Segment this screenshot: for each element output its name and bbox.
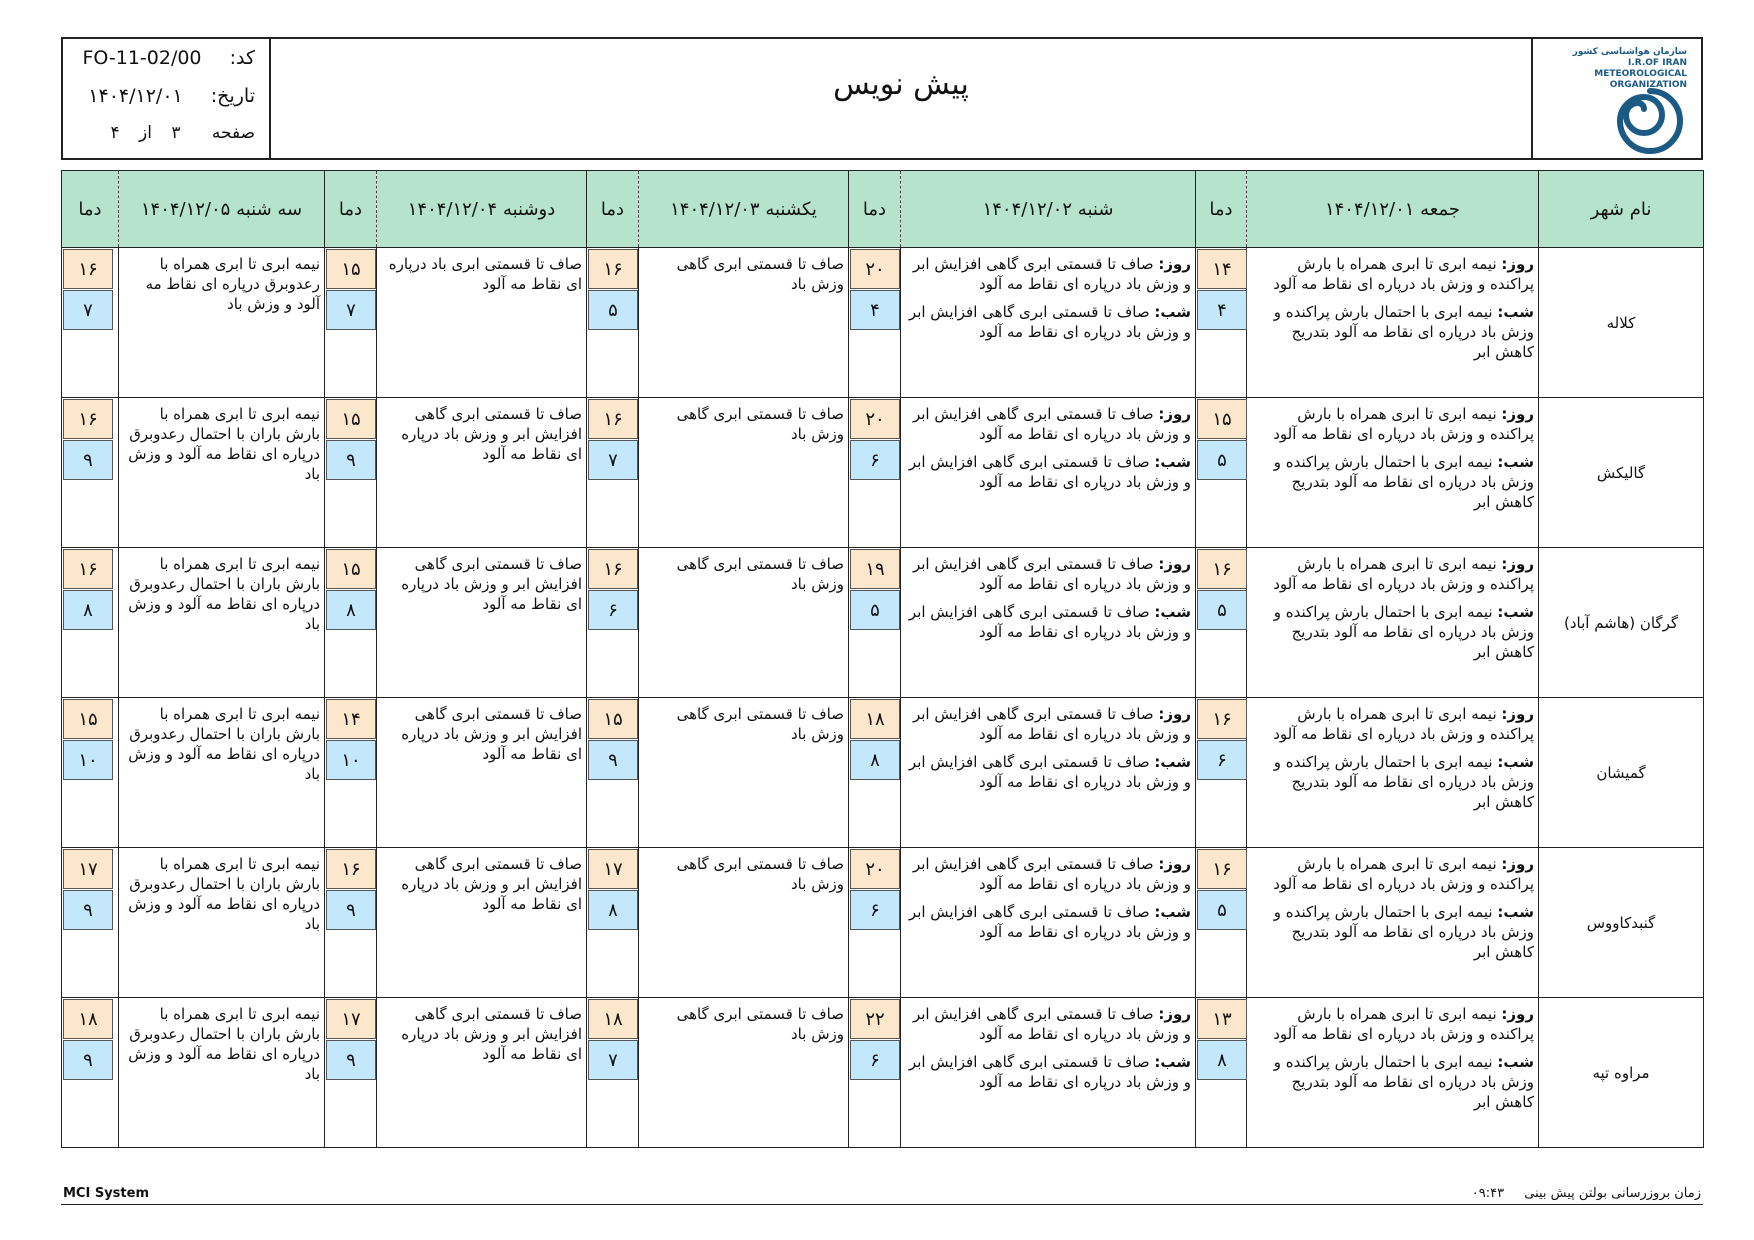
logo-cell bbox=[1531, 39, 1701, 158]
city-name: گرگان (هاشم آباد) bbox=[1539, 548, 1704, 698]
night-forecast bbox=[1251, 602, 1534, 662]
day-text: نیمه ابری تا ابری همراه با بارش پراکنده و وزش باد درپاره ای نقاط مه آلود bbox=[1273, 855, 1534, 893]
max-temp: ۲۰ bbox=[850, 399, 900, 439]
max-temp: ۱۴ bbox=[1197, 249, 1247, 289]
max-temp: ۱۵ bbox=[326, 549, 376, 589]
day-label: روز: bbox=[1501, 1005, 1534, 1023]
page-number: ۳ bbox=[171, 123, 181, 143]
temp-d1 bbox=[1196, 548, 1247, 698]
day-forecast bbox=[905, 254, 1191, 294]
forecast-d2 bbox=[901, 848, 1196, 998]
day-label: روز: bbox=[1158, 405, 1191, 423]
max-temp: ۱۹ bbox=[850, 549, 900, 589]
max-temp: ۱۸ bbox=[850, 699, 900, 739]
temp-d5 bbox=[62, 848, 119, 998]
day-label: روز: bbox=[1158, 255, 1191, 273]
day-forecast bbox=[1251, 254, 1534, 294]
min-temp: ۵ bbox=[1197, 590, 1247, 630]
temp-d1 bbox=[1196, 398, 1247, 548]
max-temp: ۱۴ bbox=[326, 699, 376, 739]
min-temp: ۹ bbox=[63, 890, 113, 930]
max-temp: ۱۵ bbox=[588, 699, 638, 739]
forecast-d2 bbox=[901, 548, 1196, 698]
forecast-table bbox=[61, 170, 1704, 1148]
table-row bbox=[62, 548, 1704, 698]
day-forecast bbox=[905, 404, 1191, 444]
night-text: نیمه ابری با احتمال بارش پراکنده و وزش باد درپاره ای نقاط مه آلود بتدریج کاهش ابر bbox=[1273, 603, 1534, 661]
day-label: روز: bbox=[1158, 855, 1191, 873]
max-temp: ۱۶ bbox=[63, 249, 113, 289]
temp-d2 bbox=[849, 998, 901, 1148]
night-forecast bbox=[1251, 752, 1534, 812]
forecast-d3: صاف تا قسمتی ابری گاهی وزش باد bbox=[639, 848, 849, 998]
day-label: روز: bbox=[1158, 705, 1191, 723]
forecast-d4: صاف تا قسمتی ابری گاهی افزایش ابر و وزش باد درپاره ای نقاط مه آلود bbox=[377, 548, 587, 698]
forecast-d2 bbox=[901, 398, 1196, 548]
min-temp: ۹ bbox=[326, 1040, 376, 1080]
temp-d1 bbox=[1196, 248, 1247, 398]
min-temp: ۷ bbox=[588, 1040, 638, 1080]
forecast-d3: صاف تا قسمتی ابری گاهی وزش باد bbox=[639, 398, 849, 548]
min-temp: ۵ bbox=[850, 590, 900, 630]
date-row bbox=[88, 85, 255, 107]
day-text: صاف تا قسمتی ابری گاهی افزایش ابر و وزش باد درپاره ای نقاط مه آلود bbox=[912, 255, 1191, 293]
forecast-d3: صاف تا قسمتی ابری گاهی وزش باد bbox=[639, 698, 849, 848]
max-temp: ۱۸ bbox=[588, 999, 638, 1039]
max-temp: ۱۶ bbox=[588, 249, 638, 289]
temp-d3 bbox=[587, 998, 639, 1148]
temp-d3 bbox=[587, 698, 639, 848]
max-temp: ۱۶ bbox=[1197, 849, 1247, 889]
day-text: نیمه ابری تا ابری همراه با بارش پراکنده و وزش باد درپاره ای نقاط مه آلود bbox=[1273, 705, 1534, 743]
night-forecast bbox=[905, 452, 1191, 492]
forecast-d2 bbox=[901, 248, 1196, 398]
forecast-d5: نیمه ابری تا ابری همراه با بارش باران با احتمال رعدوبرق درپاره ای نقاط مه آلود و وزش باد bbox=[119, 398, 325, 548]
day-header-4: دوشنبه ۱۴۰۴/۱۲/۰۴ bbox=[377, 171, 587, 248]
max-temp: ۱۸ bbox=[63, 999, 113, 1039]
date-value: ۱۴۰۴/۱۲/۰۱ bbox=[88, 85, 183, 107]
forecast-d4: صاف تا قسمتی ابری گاهی افزایش ابر و وزش باد درپاره ای نقاط مه آلود bbox=[377, 998, 587, 1148]
logo-line-1: I.R.OF IRAN bbox=[1628, 58, 1687, 68]
max-temp: ۱۵ bbox=[1197, 399, 1247, 439]
night-label: شب: bbox=[1497, 753, 1534, 771]
min-temp: ۵ bbox=[1197, 440, 1247, 480]
temp-d5 bbox=[62, 698, 119, 848]
max-temp: ۱۵ bbox=[63, 699, 113, 739]
forecast-d5: نیمه ابری تا ابری همراه با بارش باران با احتمال رعدوبرق درپاره ای نقاط مه آلود و وزش باد bbox=[119, 698, 325, 848]
temp-header: دما bbox=[325, 171, 377, 248]
night-forecast bbox=[1251, 1052, 1534, 1112]
day-forecast bbox=[1251, 854, 1534, 894]
page-total: ۴ bbox=[110, 123, 120, 143]
code-row bbox=[82, 47, 255, 69]
max-temp: ۱۶ bbox=[1197, 549, 1247, 589]
min-temp: ۹ bbox=[326, 890, 376, 930]
temp-d4 bbox=[325, 698, 377, 848]
day-header-2: شنبه ۱۴۰۴/۱۲/۰۲ bbox=[901, 171, 1196, 248]
night-forecast bbox=[905, 602, 1191, 642]
day-header-1: جمعه ۱۴۰۴/۱۲/۰۱ bbox=[1247, 171, 1539, 248]
day-text: صاف تا قسمتی ابری گاهی افزایش ابر و وزش باد درپاره ای نقاط مه آلود bbox=[912, 855, 1191, 893]
night-label: شب: bbox=[1497, 453, 1534, 471]
temp-header: دما bbox=[1196, 171, 1247, 248]
temp-d4 bbox=[325, 398, 377, 548]
day-text: نیمه ابری تا ابری همراه با بارش پراکنده و وزش باد درپاره ای نقاط مه آلود bbox=[1273, 255, 1534, 293]
max-temp: ۱۶ bbox=[588, 399, 638, 439]
day-forecast bbox=[905, 704, 1191, 744]
update-time: ۰۹:۴۳ bbox=[1471, 1186, 1505, 1201]
city-name: مراوه تپه bbox=[1539, 998, 1704, 1148]
forecast-d4: صاف تا قسمتی ابری گاهی افزایش ابر و وزش باد درپاره ای نقاط مه آلود bbox=[377, 848, 587, 998]
max-temp: ۱۷ bbox=[588, 849, 638, 889]
day-header-5: سه شنبه ۱۴۰۴/۱۲/۰۵ bbox=[119, 171, 325, 248]
min-temp: ۸ bbox=[63, 590, 113, 630]
max-temp: ۱۵ bbox=[326, 249, 376, 289]
night-text: نیمه ابری با احتمال بارش پراکنده و وزش باد درپاره ای نقاط مه آلود بتدریج کاهش ابر bbox=[1273, 453, 1534, 511]
forecast-d5: نیمه ابری تا ابری همراه با رعدوبرق درپاره ای نقاط مه آلود و وزش باد bbox=[119, 248, 325, 398]
page-footer bbox=[61, 1184, 1703, 1205]
table-row bbox=[62, 398, 1704, 548]
min-temp: ۸ bbox=[1197, 1040, 1247, 1080]
table-row bbox=[62, 848, 1704, 998]
night-forecast bbox=[905, 752, 1191, 792]
day-label: روز: bbox=[1501, 855, 1534, 873]
forecast-d3: صاف تا قسمتی ابری گاهی وزش باد bbox=[639, 548, 849, 698]
min-temp: ۸ bbox=[588, 890, 638, 930]
max-temp: ۱۶ bbox=[326, 849, 376, 889]
logo-line-2: METEOROLOGICAL bbox=[1594, 69, 1687, 79]
night-label: شب: bbox=[1497, 1053, 1534, 1071]
day-label: روز: bbox=[1501, 705, 1534, 723]
temp-d1 bbox=[1196, 848, 1247, 998]
table-row bbox=[62, 248, 1704, 398]
max-temp: ۱۷ bbox=[326, 999, 376, 1039]
max-temp: ۱۶ bbox=[1197, 699, 1247, 739]
temp-d2 bbox=[849, 698, 901, 848]
temp-d3 bbox=[587, 248, 639, 398]
forecast-d1 bbox=[1247, 998, 1539, 1148]
min-temp: ۱۰ bbox=[63, 740, 113, 780]
night-label: شب: bbox=[1154, 603, 1191, 621]
min-temp: ۹ bbox=[63, 1040, 113, 1080]
table-row bbox=[62, 998, 1704, 1148]
night-label: شب: bbox=[1154, 753, 1191, 771]
min-temp: ۷ bbox=[326, 290, 376, 330]
table-row bbox=[62, 698, 1704, 848]
night-label: شب: bbox=[1154, 453, 1191, 471]
min-temp: ۶ bbox=[588, 590, 638, 630]
day-text: صاف تا قسمتی ابری گاهی افزایش ابر و وزش باد درپاره ای نقاط مه آلود bbox=[912, 705, 1191, 743]
forecast-d3: صاف تا قسمتی ابری گاهی وزش باد bbox=[639, 998, 849, 1148]
night-label: شب: bbox=[1154, 1053, 1191, 1071]
min-temp: ۹ bbox=[326, 440, 376, 480]
day-text: نیمه ابری تا ابری همراه با بارش پراکنده و وزش باد درپاره ای نقاط مه آلود bbox=[1273, 1005, 1534, 1043]
min-temp: ۶ bbox=[850, 440, 900, 480]
day-label: روز: bbox=[1158, 1005, 1191, 1023]
temp-d4 bbox=[325, 548, 377, 698]
min-temp: ۵ bbox=[588, 290, 638, 330]
forecast-d5: نیمه ابری تا ابری همراه با بارش باران با احتمال رعدوبرق درپاره ای نقاط مه آلود و وزش باد bbox=[119, 548, 325, 698]
min-temp: ۷ bbox=[588, 440, 638, 480]
forecast-d1 bbox=[1247, 848, 1539, 998]
day-label: روز: bbox=[1501, 405, 1534, 423]
night-forecast bbox=[1251, 302, 1534, 362]
temp-header: دما bbox=[587, 171, 639, 248]
day-forecast bbox=[905, 854, 1191, 894]
day-text: صاف تا قسمتی ابری گاهی افزایش ابر و وزش باد درپاره ای نقاط مه آلود bbox=[912, 555, 1191, 593]
max-temp: ۲۲ bbox=[850, 999, 900, 1039]
day-forecast bbox=[1251, 1004, 1534, 1044]
forecast-d5: نیمه ابری تا ابری همراه با بارش باران با احتمال رعدوبرق درپاره ای نقاط مه آلود و وزش باد bbox=[119, 998, 325, 1148]
day-label: روز: bbox=[1158, 555, 1191, 573]
night-text: صاف تا قسمتی ابری گاهی افزایش ابر و وزش باد درپاره ای نقاط مه آلود bbox=[908, 753, 1191, 791]
temp-d4 bbox=[325, 848, 377, 998]
forecast-d1 bbox=[1247, 698, 1539, 848]
max-temp: ۱۷ bbox=[63, 849, 113, 889]
update-info bbox=[1472, 1186, 1701, 1201]
temp-d5 bbox=[62, 998, 119, 1148]
temp-d5 bbox=[62, 248, 119, 398]
night-forecast bbox=[1251, 902, 1534, 962]
forecast-d3: صاف تا قسمتی ابری گاهی وزش باد bbox=[639, 248, 849, 398]
temp-d3 bbox=[587, 398, 639, 548]
forecast-d4: صاف تا قسمتی ابری گاهی افزایش ابر و وزش باد درپاره ای نقاط مه آلود bbox=[377, 398, 587, 548]
temp-d5 bbox=[62, 548, 119, 698]
night-text: نیمه ابری با احتمال بارش پراکنده و وزش باد درپاره ای نقاط مه آلود بتدریج کاهش ابر bbox=[1273, 753, 1534, 811]
night-forecast bbox=[1251, 452, 1534, 512]
city-name: گالیکش bbox=[1539, 398, 1704, 548]
night-text: صاف تا قسمتی ابری گاهی افزایش ابر و وزش باد درپاره ای نقاط مه آلود bbox=[908, 903, 1191, 941]
temp-d1 bbox=[1196, 998, 1247, 1148]
logo-line-fa: سازمان هواشناسی کشور bbox=[1572, 47, 1687, 57]
day-label: روز: bbox=[1501, 255, 1534, 273]
forecast-d4: صاف تا قسمتی ابری گاهی افزایش ابر و وزش باد درپاره ای نقاط مه آلود bbox=[377, 698, 587, 848]
code-label: کد: bbox=[229, 47, 255, 69]
city-name: گنبدکاووس bbox=[1539, 848, 1704, 998]
page-title: پیش نویس bbox=[833, 67, 969, 102]
logo-spiral-icon bbox=[1611, 85, 1689, 157]
page-of-label: از bbox=[138, 123, 152, 143]
day-text: صاف تا قسمتی ابری گاهی افزایش ابر و وزش باد درپاره ای نقاط مه آلود bbox=[912, 405, 1191, 443]
city-name: گمیشان bbox=[1539, 698, 1704, 848]
night-text: صاف تا قسمتی ابری گاهی افزایش ابر و وزش باد درپاره ای نقاط مه آلود bbox=[908, 603, 1191, 641]
day-text: نیمه ابری تا ابری همراه با بارش پراکنده و وزش باد درپاره ای نقاط مه آلود bbox=[1273, 555, 1534, 593]
temp-d4 bbox=[325, 998, 377, 1148]
min-temp: ۵ bbox=[1197, 890, 1247, 930]
temp-d3 bbox=[587, 548, 639, 698]
night-label: شب: bbox=[1154, 903, 1191, 921]
night-forecast bbox=[905, 1052, 1191, 1092]
night-text: صاف تا قسمتی ابری گاهی افزایش ابر و وزش باد درپاره ای نقاط مه آلود bbox=[908, 303, 1191, 341]
city-name: کلاله bbox=[1539, 248, 1704, 398]
temp-d2 bbox=[849, 248, 901, 398]
min-temp: ۴ bbox=[850, 290, 900, 330]
max-temp: ۲۰ bbox=[850, 849, 900, 889]
day-header-3: یکشنبه ۱۴۰۴/۱۲/۰۳ bbox=[639, 171, 849, 248]
forecast-d4: صاف تا قسمتی ابری باد درپاره ای نقاط مه آلود bbox=[377, 248, 587, 398]
min-temp: ۹ bbox=[588, 740, 638, 780]
min-temp: ۶ bbox=[850, 890, 900, 930]
min-temp: ۶ bbox=[1197, 740, 1247, 780]
min-temp: ۴ bbox=[1197, 290, 1247, 330]
temp-d2 bbox=[849, 848, 901, 998]
day-forecast bbox=[1251, 404, 1534, 444]
city-header: نام شهر bbox=[1539, 171, 1704, 248]
day-forecast bbox=[905, 1004, 1191, 1044]
document-header bbox=[61, 37, 1703, 160]
night-text: نیمه ابری با احتمال بارش پراکنده و وزش باد درپاره ای نقاط مه آلود بتدریج کاهش ابر bbox=[1273, 303, 1534, 361]
max-temp: ۱۵ bbox=[326, 399, 376, 439]
night-label: شب: bbox=[1154, 303, 1191, 321]
night-text: نیمه ابری با احتمال بارش پراکنده و وزش باد درپاره ای نقاط مه آلود بتدریج کاهش ابر bbox=[1273, 1053, 1534, 1111]
update-label: زمان بروزرسانی بولتن پیش بینی bbox=[1524, 1186, 1701, 1201]
forecast-d2 bbox=[901, 998, 1196, 1148]
meta-cell bbox=[63, 39, 271, 158]
min-temp: ۸ bbox=[850, 740, 900, 780]
page-row bbox=[110, 123, 255, 143]
max-temp: ۱۶ bbox=[588, 549, 638, 589]
temp-d4 bbox=[325, 248, 377, 398]
logo-line-3: ORGANIZATION bbox=[1609, 80, 1687, 90]
forecast-d5: نیمه ابری تا ابری همراه با بارش باران با احتمال رعدوبرق درپاره ای نقاط مه آلود و وزش باد bbox=[119, 848, 325, 998]
system-name: MCI System bbox=[63, 1186, 149, 1201]
page-label: صفحه bbox=[211, 123, 255, 143]
min-temp: ۱۰ bbox=[326, 740, 376, 780]
code-value: FO-11-02/00 bbox=[82, 47, 202, 69]
temp-d2 bbox=[849, 548, 901, 698]
day-forecast bbox=[1251, 554, 1534, 594]
night-label: شب: bbox=[1497, 303, 1534, 321]
min-temp: ۶ bbox=[850, 1040, 900, 1080]
day-text: نیمه ابری تا ابری همراه با بارش پراکنده و وزش باد درپاره ای نقاط مه آلود bbox=[1273, 405, 1534, 443]
temp-d2 bbox=[849, 398, 901, 548]
night-forecast bbox=[905, 302, 1191, 342]
day-text: صاف تا قسمتی ابری گاهی افزایش ابر و وزش باد درپاره ای نقاط مه آلود bbox=[912, 1005, 1191, 1043]
temp-d5 bbox=[62, 398, 119, 548]
max-temp: ۲۰ bbox=[850, 249, 900, 289]
temp-header: دما bbox=[62, 171, 119, 248]
min-temp: ۹ bbox=[63, 440, 113, 480]
night-text: صاف تا قسمتی ابری گاهی افزایش ابر و وزش باد درپاره ای نقاط مه آلود bbox=[908, 1053, 1191, 1091]
date-label: تاریخ: bbox=[210, 85, 255, 107]
forecast-d1 bbox=[1247, 248, 1539, 398]
max-temp: ۱۶ bbox=[63, 549, 113, 589]
night-label: شب: bbox=[1497, 603, 1534, 621]
forecast-d1 bbox=[1247, 548, 1539, 698]
day-label: روز: bbox=[1501, 555, 1534, 573]
day-forecast bbox=[905, 554, 1191, 594]
max-temp: ۱۶ bbox=[63, 399, 113, 439]
day-forecast bbox=[1251, 704, 1534, 744]
temp-header: دما bbox=[849, 171, 901, 248]
night-text: صاف تا قسمتی ابری گاهی افزایش ابر و وزش باد درپاره ای نقاط مه آلود bbox=[908, 453, 1191, 491]
forecast-d1 bbox=[1247, 398, 1539, 548]
max-temp: ۱۳ bbox=[1197, 999, 1247, 1039]
table-header-row bbox=[62, 171, 1704, 248]
temp-d3 bbox=[587, 848, 639, 998]
temp-d1 bbox=[1196, 698, 1247, 848]
night-label: شب: bbox=[1497, 903, 1534, 921]
night-text: نیمه ابری با احتمال بارش پراکنده و وزش باد درپاره ای نقاط مه آلود بتدریج کاهش ابر bbox=[1273, 903, 1534, 961]
min-temp: ۸ bbox=[326, 590, 376, 630]
min-temp: ۷ bbox=[63, 290, 113, 330]
night-forecast bbox=[905, 902, 1191, 942]
forecast-d2 bbox=[901, 698, 1196, 848]
